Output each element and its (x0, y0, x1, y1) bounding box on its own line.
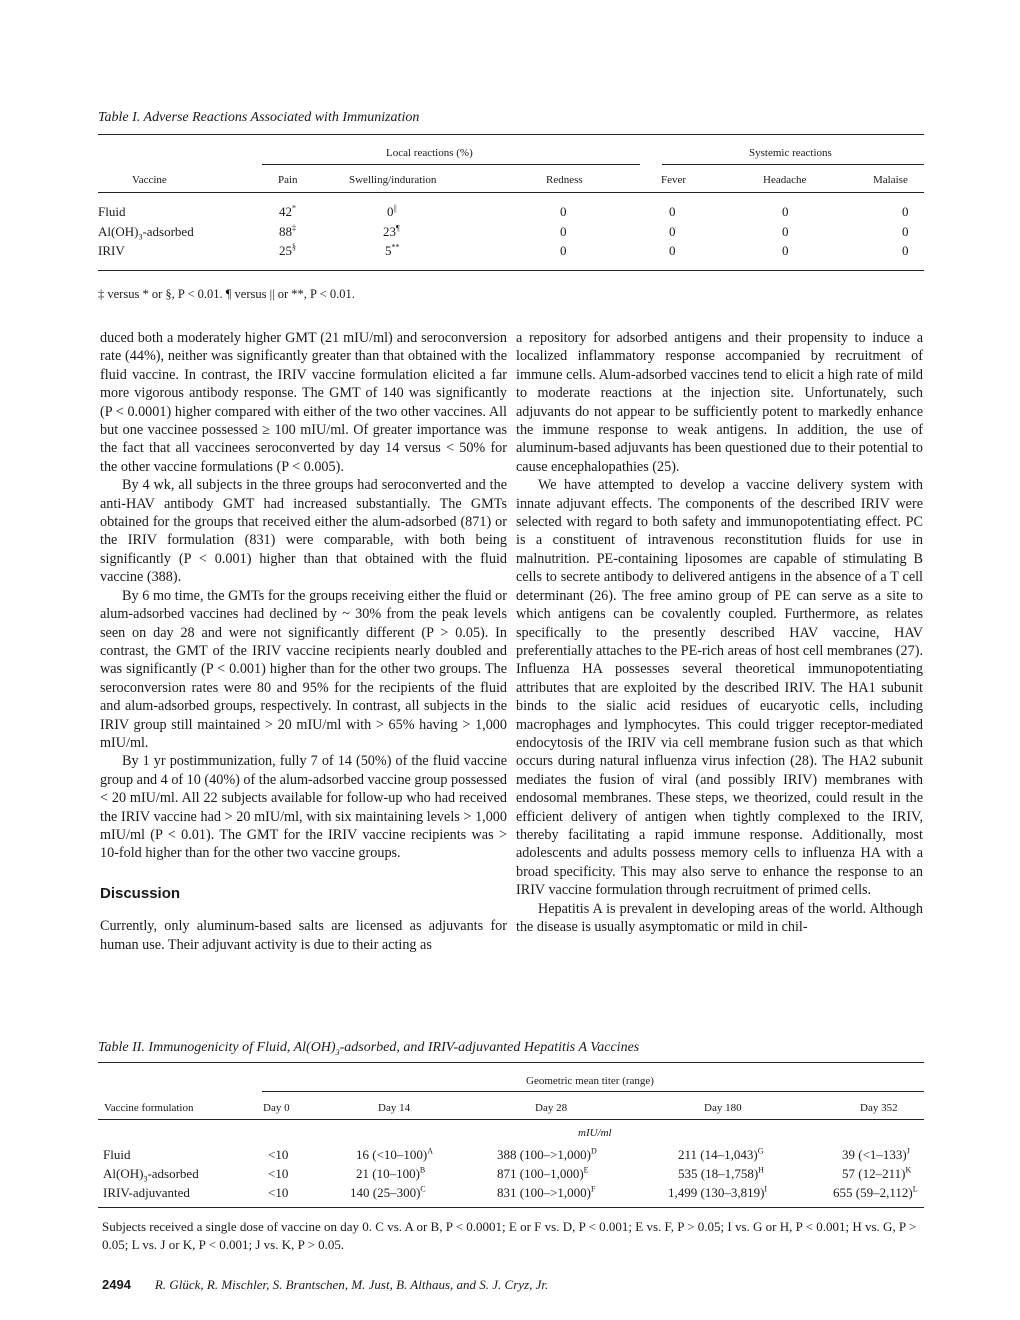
table1-col-fever: Fever (661, 174, 687, 186)
table2-col-formulation: Vaccine formulation (104, 1102, 194, 1114)
table2-title: Table II. Immunogenicity of Fluid, $Al(OH)_3$-adsorbed, and IRIV-adjuvanted Hepatitis A Vaccines (98, 1040, 640, 1057)
table1-row-vaccine: $Al(OH)_3$-adsorbed (98, 224, 194, 242)
paragraph: We have attempted to develop a vaccine delivery system with innate adjuvant effects. The components of the described IRIV were selected with regard to both safety and immunopotentiating effect. PC is a constituent of intravenous reconstitution fluids for use in malnutrition. PE-containing liposomes are capable of stimulating B cells to secrete antibody to delivered antigens in the absence of a T cell determinant (26). The free amino group of PE can serve as a site to which antigens can be covalently coupled. Furthermore, as relates specifically to the presently described HAV vaccine, HAV preferentially attaches to the PE-rich areas of host cell membranes (27). Influenza HA possesses several theoretical immunopotentiating attributes that are exploited by the described IRIV. The HA1 subunit binds to the sialic acid residues of eucaryotic cells, including macrophages and lymphocytes. This could trigger receptor-mediated endocytosis of the IRIV via cell membrane fusion such as that which occurs during natural influenza virus infection (28). The HA2 subunit mediates the fusion of viral (and possibly IRIV) membranes with endosomal membranes. These steps, we theorized, could result in the efficient delivery of antigen when tightly complexed to the IRIV, thereby facilitating a rapid immune response. Additionally, most adolescents and adults possess memory cells to influenza HA with a broad specificity. This may also serve to enhance the response to an IRIV vaccine formulation through recruitment of primed cells. (516, 477, 923, 899)
table1-local-rule (262, 164, 640, 165)
table1-row-headache: 0 (782, 243, 789, 258)
table1-row-fever: 0 (669, 204, 676, 219)
table1-row-redness: 0 (560, 204, 567, 219)
table1-top-rule (98, 134, 924, 135)
table2-group-header: Geometric mean titer (range) (526, 1075, 654, 1087)
table2-col-day0: Day 0 (263, 1102, 290, 1114)
paragraph: By 4 wk, all subjects in the three groups had seroconverted and the anti-HAV antibody GMT had increased substantially. The GMTs obtained for the groups that received either the alum-adsorbed (871) or the IRIV formulation (831) were comparable, with both being significantly (P < 0.001) higher than that obtained with the fluid vaccine (388). (100, 477, 507, 586)
table2-row-day28: 388 (100–>1,000)$^D$ (497, 1146, 597, 1162)
table1-row-pain: 88‡ (279, 223, 296, 239)
table1-group-local: Local reactions (%) (386, 147, 473, 159)
section-heading: Discussion (100, 884, 181, 902)
left-column (100, 329, 507, 954)
table1-col-malaise: Malaise (873, 174, 908, 186)
table1-row-headache: 0 (782, 224, 789, 239)
right-column (516, 329, 923, 936)
table1-header-rule (98, 192, 924, 193)
table1-row-swelling: 23¶ (383, 223, 400, 239)
page-number: 2494 (102, 1277, 131, 1292)
paragraph: By 6 mo time, the GMTs for the groups receiving either the fluid or alum-adsorbed vaccines had declined by ~ 30% from the peak levels seen on day 28 and were not significantly different (P > 0.05). In contrast, the GMT of the IRIV vaccine recipients nearly doubled and was significantly (P < 0.001) higher than for the other two groups. The seroconversion rates were 80 and 95% for the recipients of the fluid and alum-adsorbed groups, respectively. In contrast, all subjects in the IRIV group still maintained > 20 mIU/ml with > 65% having > 1,000 mIU/ml. (100, 587, 507, 751)
table2-row-day352: 57 $(12-211)^K$ (842, 1165, 912, 1181)
paragraph: Hepatitis A is prevalent in developing areas of the world. Although the disease is usually asymptomatic or mild in chil- (516, 900, 923, 935)
author-list: R. Glück, R. Mischler, S. Brantschen, M. Just, B. Althaus, and S. J. Cryz, Jr. (154, 1277, 549, 1292)
table2-row-day0: <10 (268, 1185, 289, 1200)
table2-row-day352: 655 $(59-2,112)^L$ (833, 1184, 918, 1200)
table1-row-malaise: 0 (902, 224, 909, 239)
table1-group-systemic: Systemic reactions (749, 147, 832, 159)
table1-bottom-rule (98, 270, 924, 271)
table2-top-rule (98, 1062, 924, 1063)
table2-row-day14: 16 (<10–100)$^A$ (356, 1146, 434, 1162)
table1-row-pain: 42* (279, 203, 296, 219)
table2-col-day352: Day 352 (860, 1102, 898, 1114)
table1-row-swelling: 5** (385, 242, 400, 258)
table2-row-day14: 21 $(10-100)^B$ (356, 1165, 426, 1181)
table2-group-rule (262, 1091, 924, 1092)
table1-row-vaccine: Fluid (98, 204, 126, 219)
paragraph: Currently, only aluminum-based salts are licensed as adjuvants for human use. Their adjuvant activity is due to their acting as (100, 918, 507, 953)
table1-row-swelling: 0|| (387, 203, 397, 219)
table2-row-day28: 871 $(100-1,000)^E$ (497, 1165, 589, 1181)
table1-footnote: ‡ versus * or §, P < 0.01. ¶ versus || or **, P < 0.01. (98, 287, 355, 301)
table1-row-malaise: 0 (902, 243, 909, 258)
table2-unit: mIU/ml (578, 1127, 612, 1139)
table1-title: Table I. Adverse Reactions Associated with Immunization (98, 110, 420, 125)
table2-row-formulation: Fluid (103, 1147, 131, 1162)
table2-bottom-rule (98, 1207, 924, 1208)
table1-row-redness: 0 (560, 243, 567, 258)
page-footer (102, 1277, 548, 1293)
table2-row-day0: <10 (268, 1147, 289, 1162)
table1-col-redness: Redness (546, 174, 583, 186)
table2-row-formulation: IRIV-adjuvanted (103, 1185, 190, 1200)
table2-col-day28: Day 28 (535, 1102, 568, 1114)
table2-row-day180: 535 $(18-1,758)^H$ (678, 1165, 764, 1181)
table2-row-day180: 1,499 $(130-3,819)^I$ (668, 1184, 768, 1200)
table2-row-day352: 39 (<1–133)$^J$ (842, 1146, 910, 1162)
table2-row-day0: <10 (268, 1166, 289, 1181)
table1-row-pain: 25§ (279, 242, 296, 258)
table1-systemic-rule (662, 164, 924, 165)
table2-row-day180: 211 $(14-1,043)^G$ (678, 1146, 764, 1162)
table1-row-redness: 0 (560, 224, 567, 239)
table1-row-fever: 0 (669, 224, 676, 239)
paragraph: a repository for adsorbed antigens and their propensity to induce a localized inflammatory response accompanied by recruitment of immune cells. Alum-adsorbed vaccines tend to elicit a high rate of mild to moderate reactions at the injection site. Unfortunately, such adjuvants do not appear to be sufficiently potent to markedly enhance the immune response to weak antigens. In addition, the use of aluminum-based adjuvants has been questioned due to their potential to cause encephalopathies (25). (516, 330, 923, 475)
table2-row-formulation: $Al(OH)_3$-adsorbed (103, 1166, 199, 1184)
table2-row-day14: 140 $(25-300)^C$ (350, 1184, 426, 1200)
table1-row-fever: 0 (669, 243, 676, 258)
table1-row-malaise: 0 (902, 204, 909, 219)
table2-note: Subjects received a single dose of vaccine on day 0. C vs. A or B, P < 0.0001; E or F vs. D, P < 0.001; E vs. F, P > 0.05; I vs. G or H, P < 0.001; H vs. G, P > 0.05; L vs. J or K, P < 0.001; J vs. K, P > 0.05. (102, 1219, 917, 1252)
paragraph: By 1 yr postimmunization, fully 7 of 14 (50%) of the fluid vaccine group and 4 of 10 (40%) of the alum-adsorbed vaccine group possessed < 20 mIU/ml. All 22 subjects available for follow-up who had received the IRIV vaccine had > 20 mIU/ml, with six maintaining levels > 1,000 mIU/ml (P < 0.01). The GMT for the IRIV vaccine recipients was > 10-fold higher than for the other two vaccine groups. (100, 753, 507, 862)
table1-col-pain: Pain (278, 174, 298, 186)
table2-col-day180: Day 180 (704, 1102, 742, 1114)
paragraph: duced both a moderately higher GMT (21 mIU/ml) and seroconversion rate (44%), neither was significantly greater than that obtained with the fluid vaccine. In contrast, the IRIV vaccine formulation elicited a far more vigorous antibody response. The GMT of 140 was significantly (P < 0.0001) higher compared with either of the two other vaccines. All but one vaccinee possessed ≥ 100 mIU/ml. Of greater importance was the fact that all vaccinees seroconverted by day 14 versus < 50% for the other vaccine formulations (P < 0.005). (100, 330, 507, 475)
table1-row-headache: 0 (782, 204, 789, 219)
table1-col-headache: Headache (763, 174, 807, 186)
table1-col-vaccine: Vaccine (132, 174, 167, 186)
table2-row-day28: 831 (100–>1,000)$^F$ (497, 1184, 596, 1200)
table2-header-rule (98, 1119, 924, 1120)
table2-col-day14: Day 14 (378, 1102, 411, 1114)
table1-row-vaccine: IRIV (98, 243, 125, 258)
table1-col-swelling: Swelling/induration (349, 174, 437, 186)
